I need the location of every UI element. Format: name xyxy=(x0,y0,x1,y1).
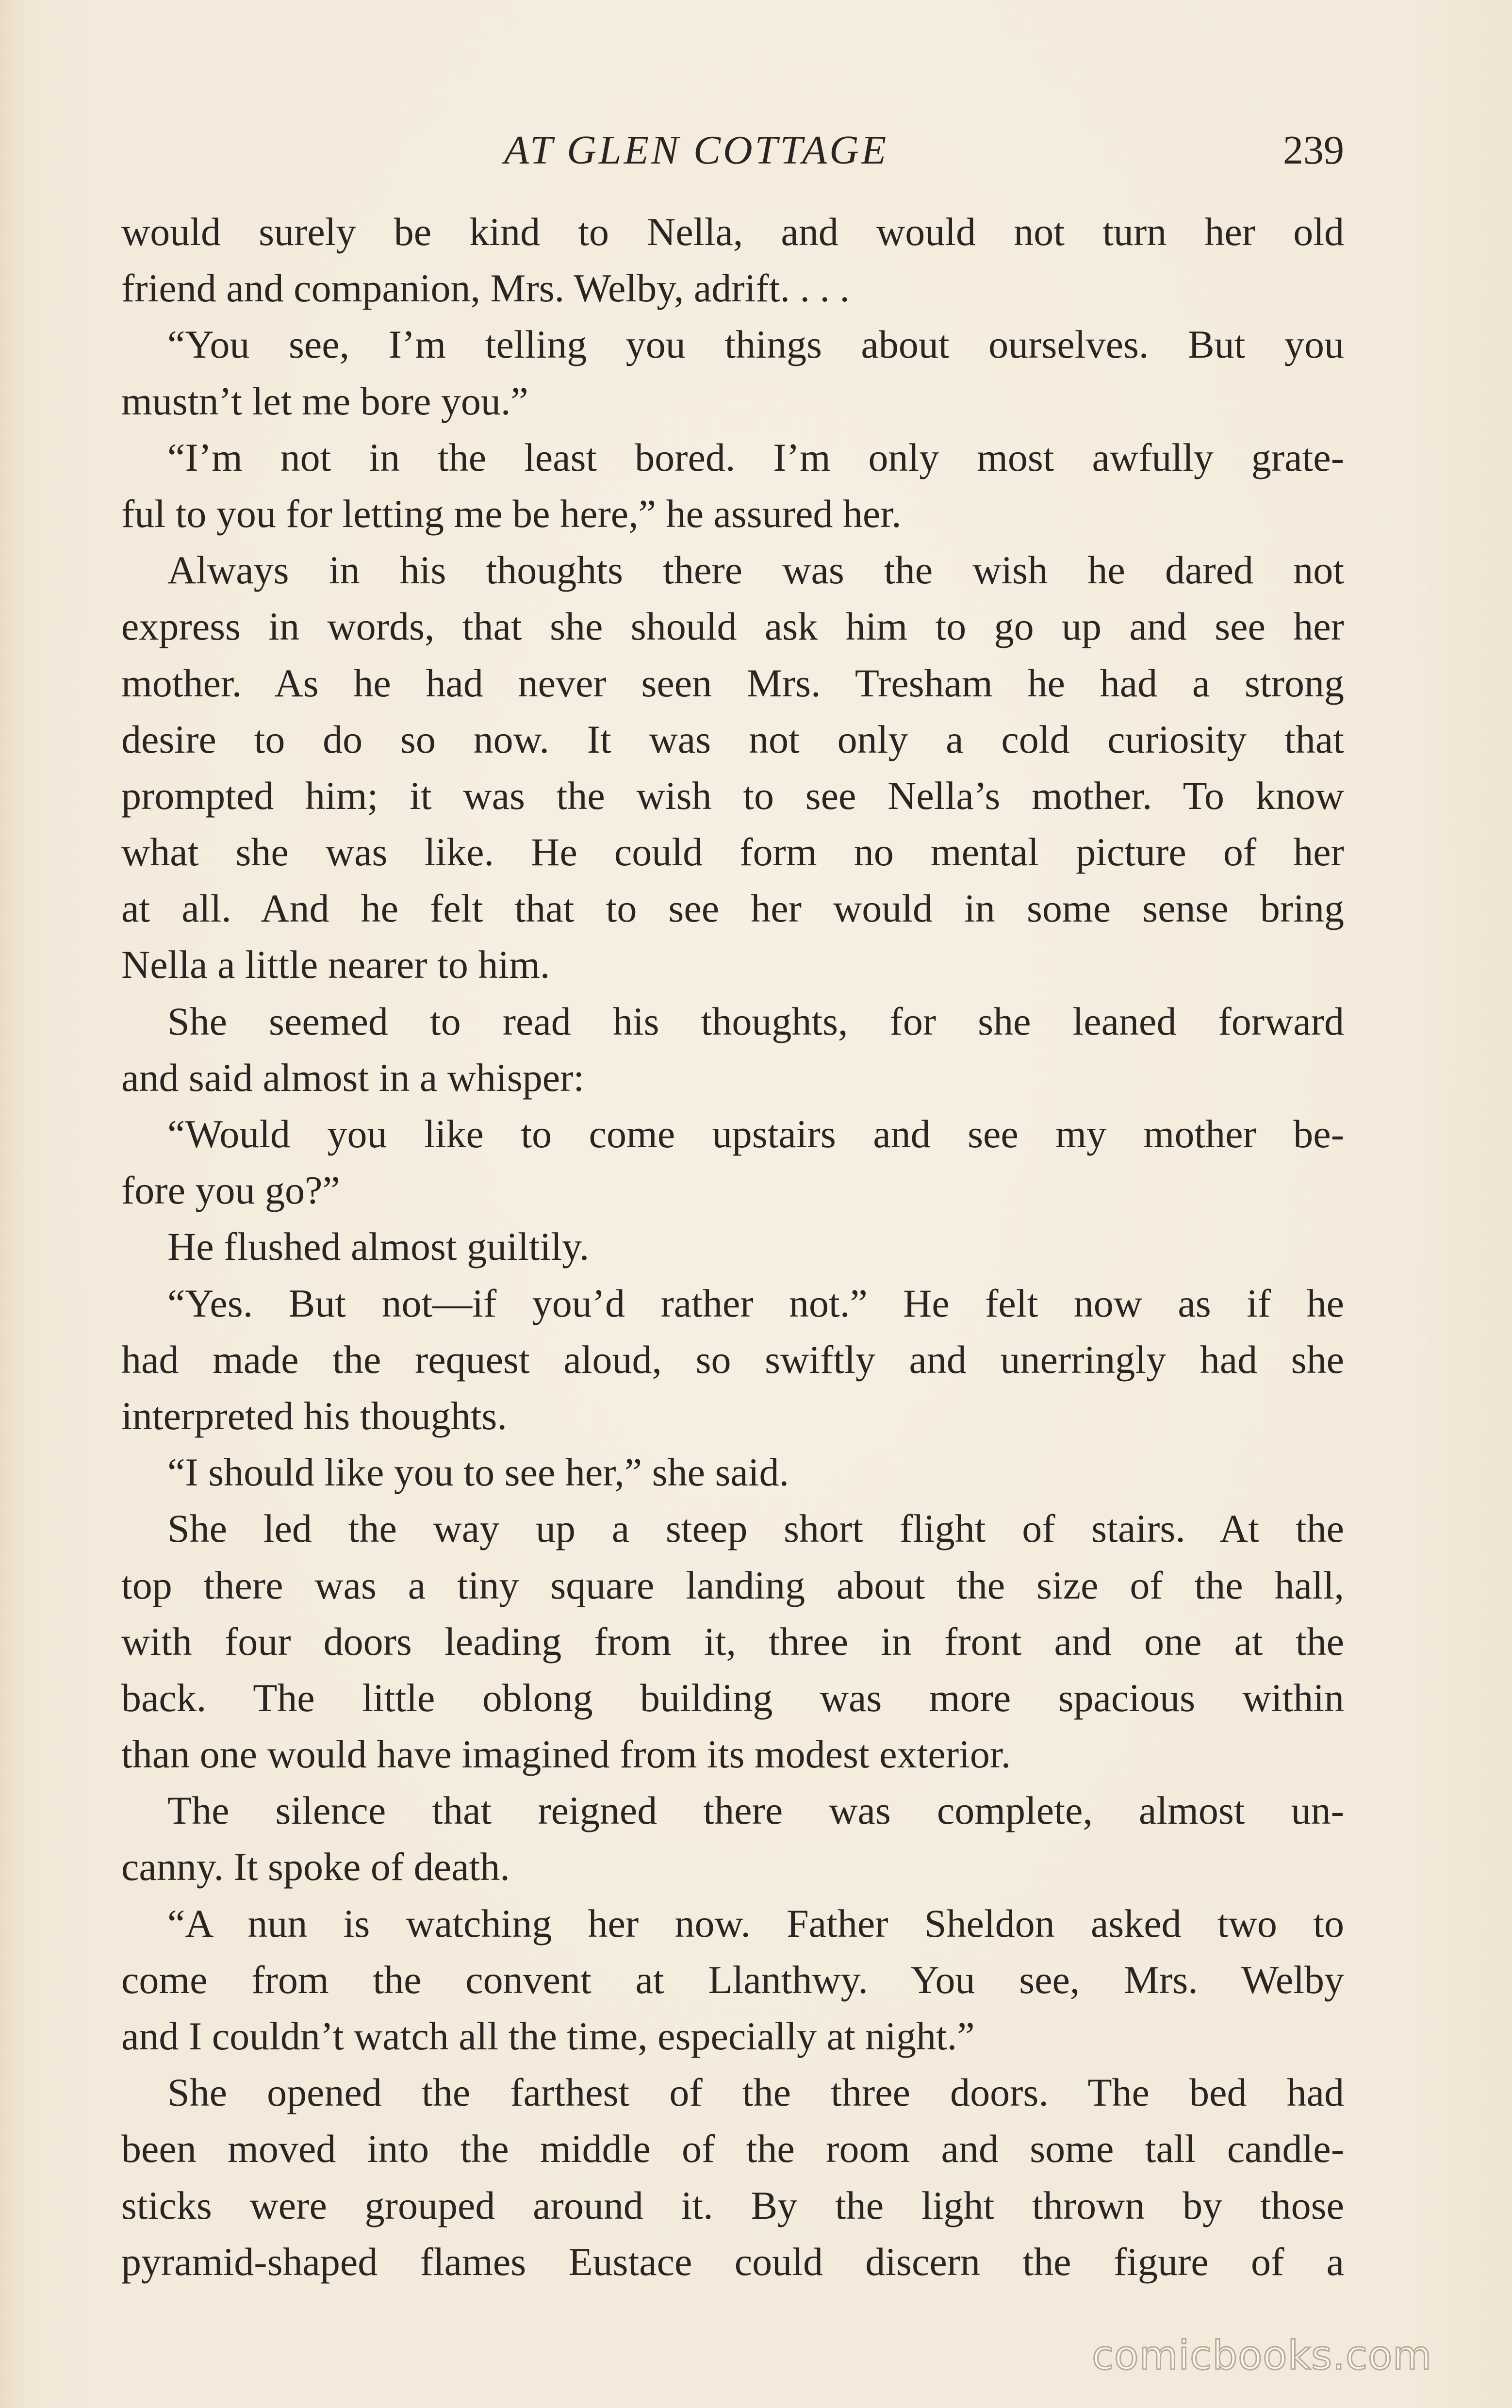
text-line: at all. And he felt that to see her would in some sense bring xyxy=(121,886,1344,931)
text-line: fore you go?” xyxy=(121,1168,340,1213)
running-title: AT GLEN COTTAGE xyxy=(504,128,889,173)
text-line: She led the way up a steep short flight of stairs. At the xyxy=(167,1506,1344,1551)
text-line: express in words, that she should ask him to go up and see her xyxy=(121,604,1344,649)
text-line: He flushed almost guiltily. xyxy=(167,1224,590,1269)
text-line: “I should like you to see her,” she said. xyxy=(167,1450,789,1495)
text-line: ful to you for letting me be here,” he assured her. xyxy=(121,491,902,536)
text-line: would surely be kind to Nella, and would not turn her old xyxy=(121,210,1344,254)
watermark: comicbooks.com xyxy=(1092,2333,1432,2379)
text-line: canny. It spoke of death. xyxy=(121,1845,510,1889)
text-line: had made the request aloud, so swiftly and unerringly had she xyxy=(121,1337,1344,1382)
text-line: She seemed to read his thoughts, for she leaned forward xyxy=(167,999,1344,1043)
text-line: mother. As he had never seen Mrs. Tresham he had a strong xyxy=(121,660,1344,705)
text-line: “Would you like to come upstairs and see my mother be- xyxy=(167,1112,1344,1156)
text-line: than one would have imagined from its modest exterior. xyxy=(121,1732,1011,1777)
text-line: Nella a little nearer to him. xyxy=(121,942,550,987)
text-line: “A nun is watching her now. Father Sheldon asked two to xyxy=(167,1901,1344,1946)
text-line: sticks were grouped around it. By the light thrown by those xyxy=(121,2183,1344,2227)
text-line: “I’m not in the least bored. I’m only most awfully grate- xyxy=(167,435,1344,479)
text-line: and I couldn’t watch all the time, especially at night.” xyxy=(121,2014,975,2058)
text-line: and said almost in a whisper: xyxy=(121,1055,585,1100)
running-head xyxy=(121,124,1344,177)
text-line: top there was a tiny square landing about the size of the hall, xyxy=(121,1563,1344,1607)
page-number: 239 xyxy=(1283,128,1344,173)
text-line: prompted him; it was the wish to see Nella’s mother. To know xyxy=(121,773,1344,818)
text-line: friend and companion, Mrs. Welby, adrift. . . . xyxy=(121,266,850,311)
text-line: come from the convent at Llanthwy. You see, Mrs. Welby xyxy=(121,1957,1344,2002)
text-line: mustn’t let me bore you.” xyxy=(121,379,528,423)
text-line: desire to do so now. It was not only a cold curiosity that xyxy=(121,717,1344,761)
text-line: back. The little oblong building was more spacious within xyxy=(121,1675,1344,1720)
text-line: interpreted his thoughts. xyxy=(121,1393,507,1438)
text-line: with four doors leading from it, three in front and one at the xyxy=(121,1619,1344,1664)
text-line: “You see, I’m telling you things about ourselves. But you xyxy=(167,322,1344,367)
text-line: pyramid-shaped flames Eustace could discern the figure of a xyxy=(121,2239,1344,2284)
text-line: The silence that reigned there was complete, almost un- xyxy=(167,1788,1344,1833)
text-line: what she was like. He could form no mental picture of her xyxy=(121,830,1344,874)
text-line: Always in his thoughts there was the wish he dared not xyxy=(167,548,1344,593)
body-text xyxy=(121,204,1344,2290)
text-line: been moved into the middle of the room and some tall candle- xyxy=(121,2127,1344,2171)
text-line: She opened the farthest of the three doors. The bed had xyxy=(167,2070,1344,2115)
text-line: “Yes. But not—if you’d rather not.” He felt now as if he xyxy=(167,1281,1344,1325)
